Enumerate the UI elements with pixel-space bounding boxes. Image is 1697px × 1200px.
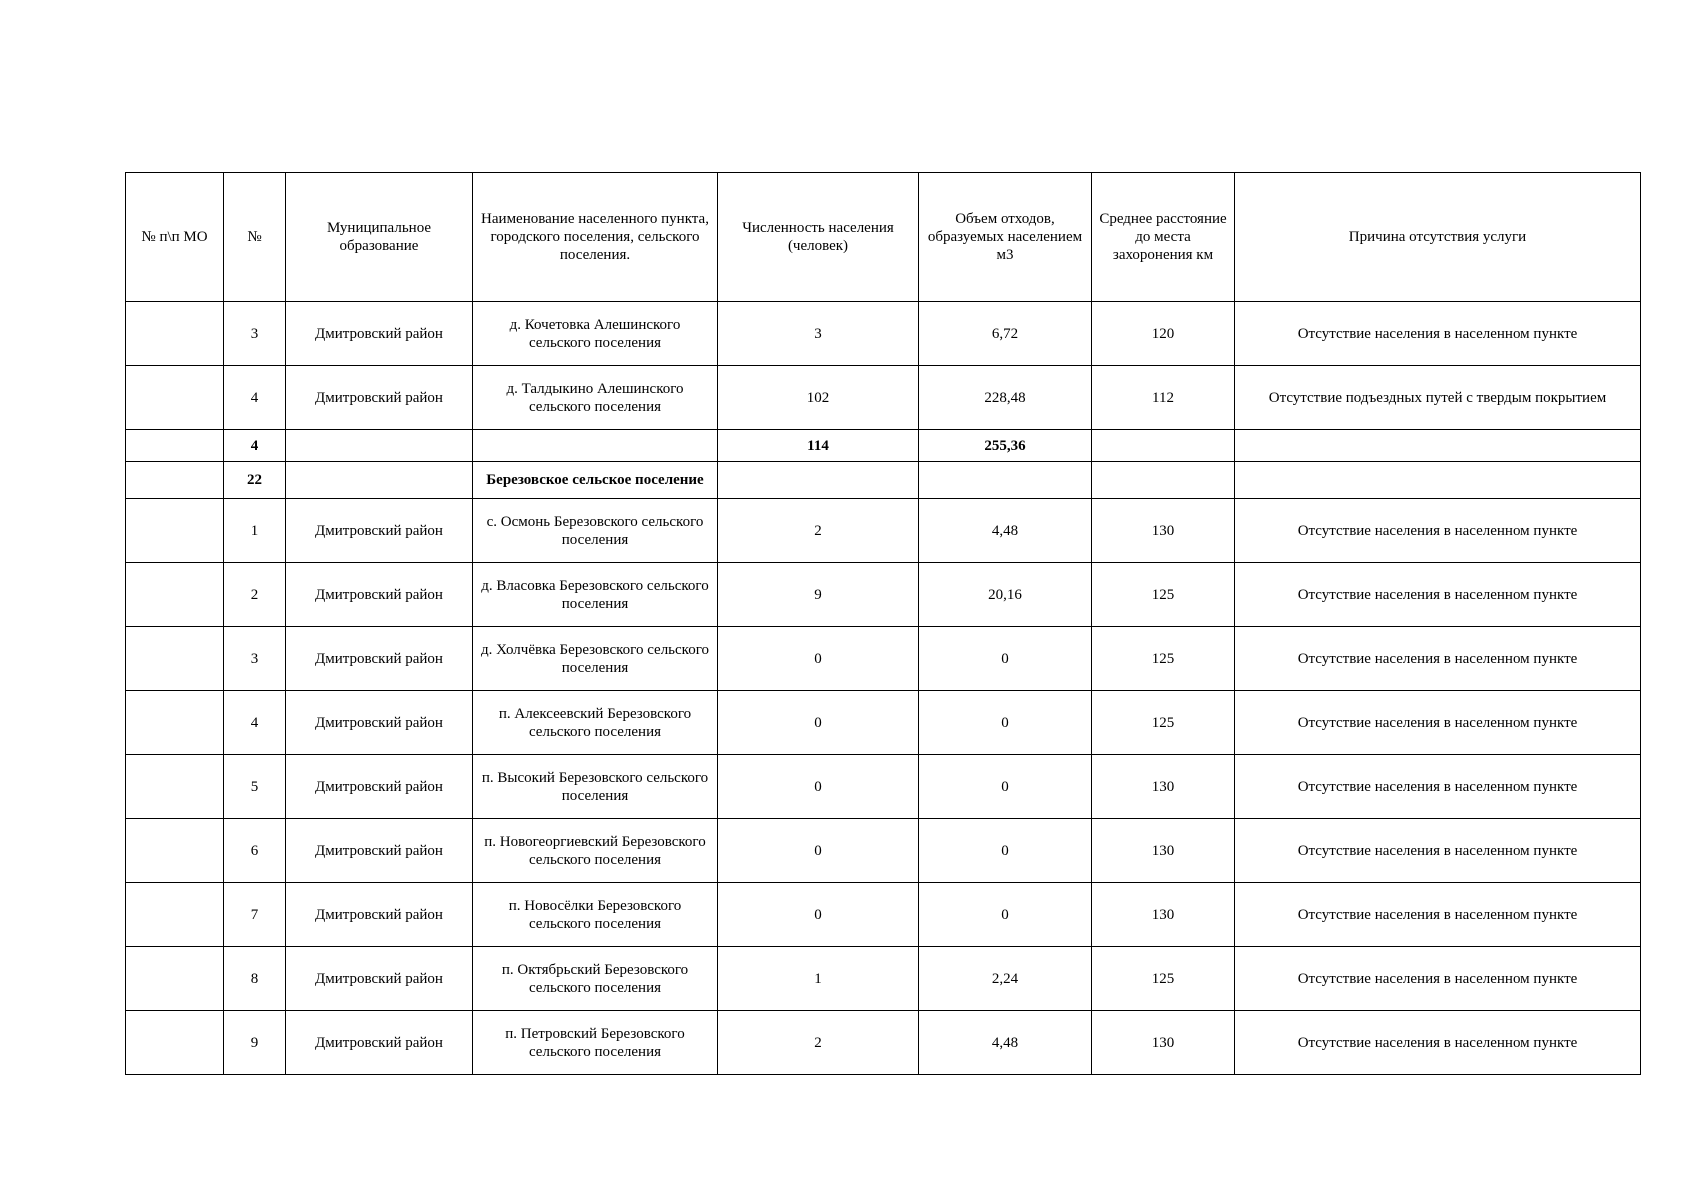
cell-settlement-name: п. Алексеевский Березовского сельского поселения — [473, 691, 718, 755]
cell-waste-volume: 228,48 — [919, 366, 1092, 430]
cell-mo-number — [126, 563, 224, 627]
section-header-row — [126, 462, 1641, 499]
cell-mo-number — [126, 627, 224, 691]
cell-number: 3 — [224, 302, 286, 366]
cell-settlement-name: п. Петровский Березовского сельского поселения — [473, 1011, 718, 1075]
cell-population: 0 — [718, 627, 919, 691]
cell-settlement-name — [473, 430, 718, 462]
cell-mo-number — [126, 819, 224, 883]
cell-reason — [1235, 462, 1641, 499]
header-number: № — [224, 173, 286, 302]
header-distance: Среднее расстояние до места захоронения км — [1092, 173, 1235, 302]
cell-distance: 112 — [1092, 366, 1235, 430]
cell-municipality: Дмитровский район — [286, 883, 473, 947]
table-row — [126, 755, 1641, 819]
cell-distance: 130 — [1092, 499, 1235, 563]
header-population: Численность населения (человек) — [718, 173, 919, 302]
cell-mo-number — [126, 1011, 224, 1075]
cell-waste-volume: 20,16 — [919, 563, 1092, 627]
header-waste-volume: Объем отходов, образуемых населением м3 — [919, 173, 1092, 302]
table-row — [126, 563, 1641, 627]
cell-number: 8 — [224, 947, 286, 1011]
cell-number: 7 — [224, 883, 286, 947]
cell-population: 2 — [718, 499, 919, 563]
cell-distance: 130 — [1092, 883, 1235, 947]
cell-mo-number — [126, 883, 224, 947]
cell-number: 1 — [224, 499, 286, 563]
cell-settlement-name: с. Осмонь Березовского сельского поселения — [473, 499, 718, 563]
cell-distance: 125 — [1092, 947, 1235, 1011]
cell-waste-volume: 6,72 — [919, 302, 1092, 366]
cell-waste-volume: 0 — [919, 755, 1092, 819]
header-municipality: Муниципальное образование — [286, 173, 473, 302]
cell-population: 114 — [718, 430, 919, 462]
cell-municipality: Дмитровский район — [286, 563, 473, 627]
cell-population — [718, 462, 919, 499]
cell-waste-volume: 0 — [919, 627, 1092, 691]
cell-waste-volume: 2,24 — [919, 947, 1092, 1011]
cell-number: 4 — [224, 430, 286, 462]
table-row — [126, 499, 1641, 563]
cell-settlement-name: д. Кочетовка Алешинского сельского поселения — [473, 302, 718, 366]
cell-population: 0 — [718, 691, 919, 755]
cell-reason: Отсутствие населения в населенном пункте — [1235, 883, 1641, 947]
cell-population: 3 — [718, 302, 919, 366]
cell-municipality: Дмитровский район — [286, 947, 473, 1011]
cell-mo-number — [126, 302, 224, 366]
cell-waste-volume: 0 — [919, 883, 1092, 947]
cell-municipality: Дмитровский район — [286, 499, 473, 563]
cell-settlement-name: п. Высокий Березовского сельского поселения — [473, 755, 718, 819]
cell-municipality: Дмитровский район — [286, 819, 473, 883]
cell-number: 3 — [224, 627, 286, 691]
cell-mo-number — [126, 366, 224, 430]
cell-waste-volume: 4,48 — [919, 499, 1092, 563]
cell-population: 2 — [718, 1011, 919, 1075]
header-settlement-name: Наименование населенного пункта, городского поселения, сельского поселения. — [473, 173, 718, 302]
cell-reason: Отсутствие населения в населенном пункте — [1235, 302, 1641, 366]
cell-waste-volume: 4,48 — [919, 1011, 1092, 1075]
cell-municipality: Дмитровский район — [286, 302, 473, 366]
table-header — [126, 173, 1641, 302]
cell-mo-number — [126, 947, 224, 1011]
table-row — [126, 691, 1641, 755]
cell-number: 9 — [224, 1011, 286, 1075]
table-row — [126, 947, 1641, 1011]
cell-number: 22 — [224, 462, 286, 499]
cell-waste-volume: 255,36 — [919, 430, 1092, 462]
cell-mo-number — [126, 755, 224, 819]
cell-reason — [1235, 430, 1641, 462]
cell-reason: Отсутствие населения в населенном пункте — [1235, 755, 1641, 819]
cell-reason: Отсутствие населения в населенном пункте — [1235, 947, 1641, 1011]
table-row — [126, 302, 1641, 366]
cell-reason: Отсутствие населения в населенном пункте — [1235, 1011, 1641, 1075]
cell-mo-number — [126, 430, 224, 462]
cell-reason: Отсутствие населения в населенном пункте — [1235, 627, 1641, 691]
cell-settlement-name: п. Новогеоргиевский Березовского сельского поселения — [473, 819, 718, 883]
cell-settlement-name: д. Холчёвка Березовского сельского поселения — [473, 627, 718, 691]
cell-waste-volume: 0 — [919, 691, 1092, 755]
cell-settlement-name: д. Талдыкино Алешинского сельского поселения — [473, 366, 718, 430]
cell-population: 1 — [718, 947, 919, 1011]
cell-distance — [1092, 462, 1235, 499]
table-row — [126, 627, 1641, 691]
cell-reason: Отсутствие населения в населенном пункте — [1235, 563, 1641, 627]
table-body — [126, 302, 1641, 1075]
cell-municipality — [286, 430, 473, 462]
cell-settlement-name: п. Октябрьский Березовского сельского поселения — [473, 947, 718, 1011]
waste-service-table — [125, 172, 1641, 1075]
cell-settlement-name: д. Власовка Березовского сельского поселения — [473, 563, 718, 627]
cell-distance: 130 — [1092, 819, 1235, 883]
cell-population: 0 — [718, 755, 919, 819]
table-row — [126, 883, 1641, 947]
cell-municipality — [286, 462, 473, 499]
cell-distance: 125 — [1092, 563, 1235, 627]
cell-population: 0 — [718, 819, 919, 883]
cell-distance: 125 — [1092, 691, 1235, 755]
cell-settlement-name: Березовское сельское поселение — [473, 462, 718, 499]
table-row — [126, 366, 1641, 430]
cell-number: 4 — [224, 366, 286, 430]
header-reason: Причина отсутствия услуги — [1235, 173, 1641, 302]
cell-distance: 130 — [1092, 755, 1235, 819]
cell-mo-number — [126, 691, 224, 755]
cell-number: 4 — [224, 691, 286, 755]
subtotal-row — [126, 430, 1641, 462]
cell-reason: Отсутствие населения в населенном пункте — [1235, 499, 1641, 563]
cell-mo-number — [126, 499, 224, 563]
cell-reason: Отсутствие населения в населенном пункте — [1235, 819, 1641, 883]
header-row — [126, 173, 1641, 302]
cell-population: 0 — [718, 883, 919, 947]
cell-municipality: Дмитровский район — [286, 755, 473, 819]
header-mo-number: № п\п МО — [126, 173, 224, 302]
cell-waste-volume: 0 — [919, 819, 1092, 883]
cell-number: 5 — [224, 755, 286, 819]
cell-municipality: Дмитровский район — [286, 366, 473, 430]
cell-municipality: Дмитровский район — [286, 691, 473, 755]
cell-number: 2 — [224, 563, 286, 627]
cell-distance: 120 — [1092, 302, 1235, 366]
table-row — [126, 819, 1641, 883]
cell-mo-number — [126, 462, 224, 499]
cell-reason: Отсутствие подъездных путей с твердым покрытием — [1235, 366, 1641, 430]
cell-distance — [1092, 430, 1235, 462]
cell-waste-volume — [919, 462, 1092, 499]
cell-distance: 125 — [1092, 627, 1235, 691]
cell-municipality: Дмитровский район — [286, 627, 473, 691]
cell-reason: Отсутствие населения в населенном пункте — [1235, 691, 1641, 755]
cell-municipality: Дмитровский район — [286, 1011, 473, 1075]
cell-population: 102 — [718, 366, 919, 430]
cell-distance: 130 — [1092, 1011, 1235, 1075]
cell-number: 6 — [224, 819, 286, 883]
table-row — [126, 1011, 1641, 1075]
cell-population: 9 — [718, 563, 919, 627]
cell-settlement-name: п. Новосёлки Березовского сельского поселения — [473, 883, 718, 947]
